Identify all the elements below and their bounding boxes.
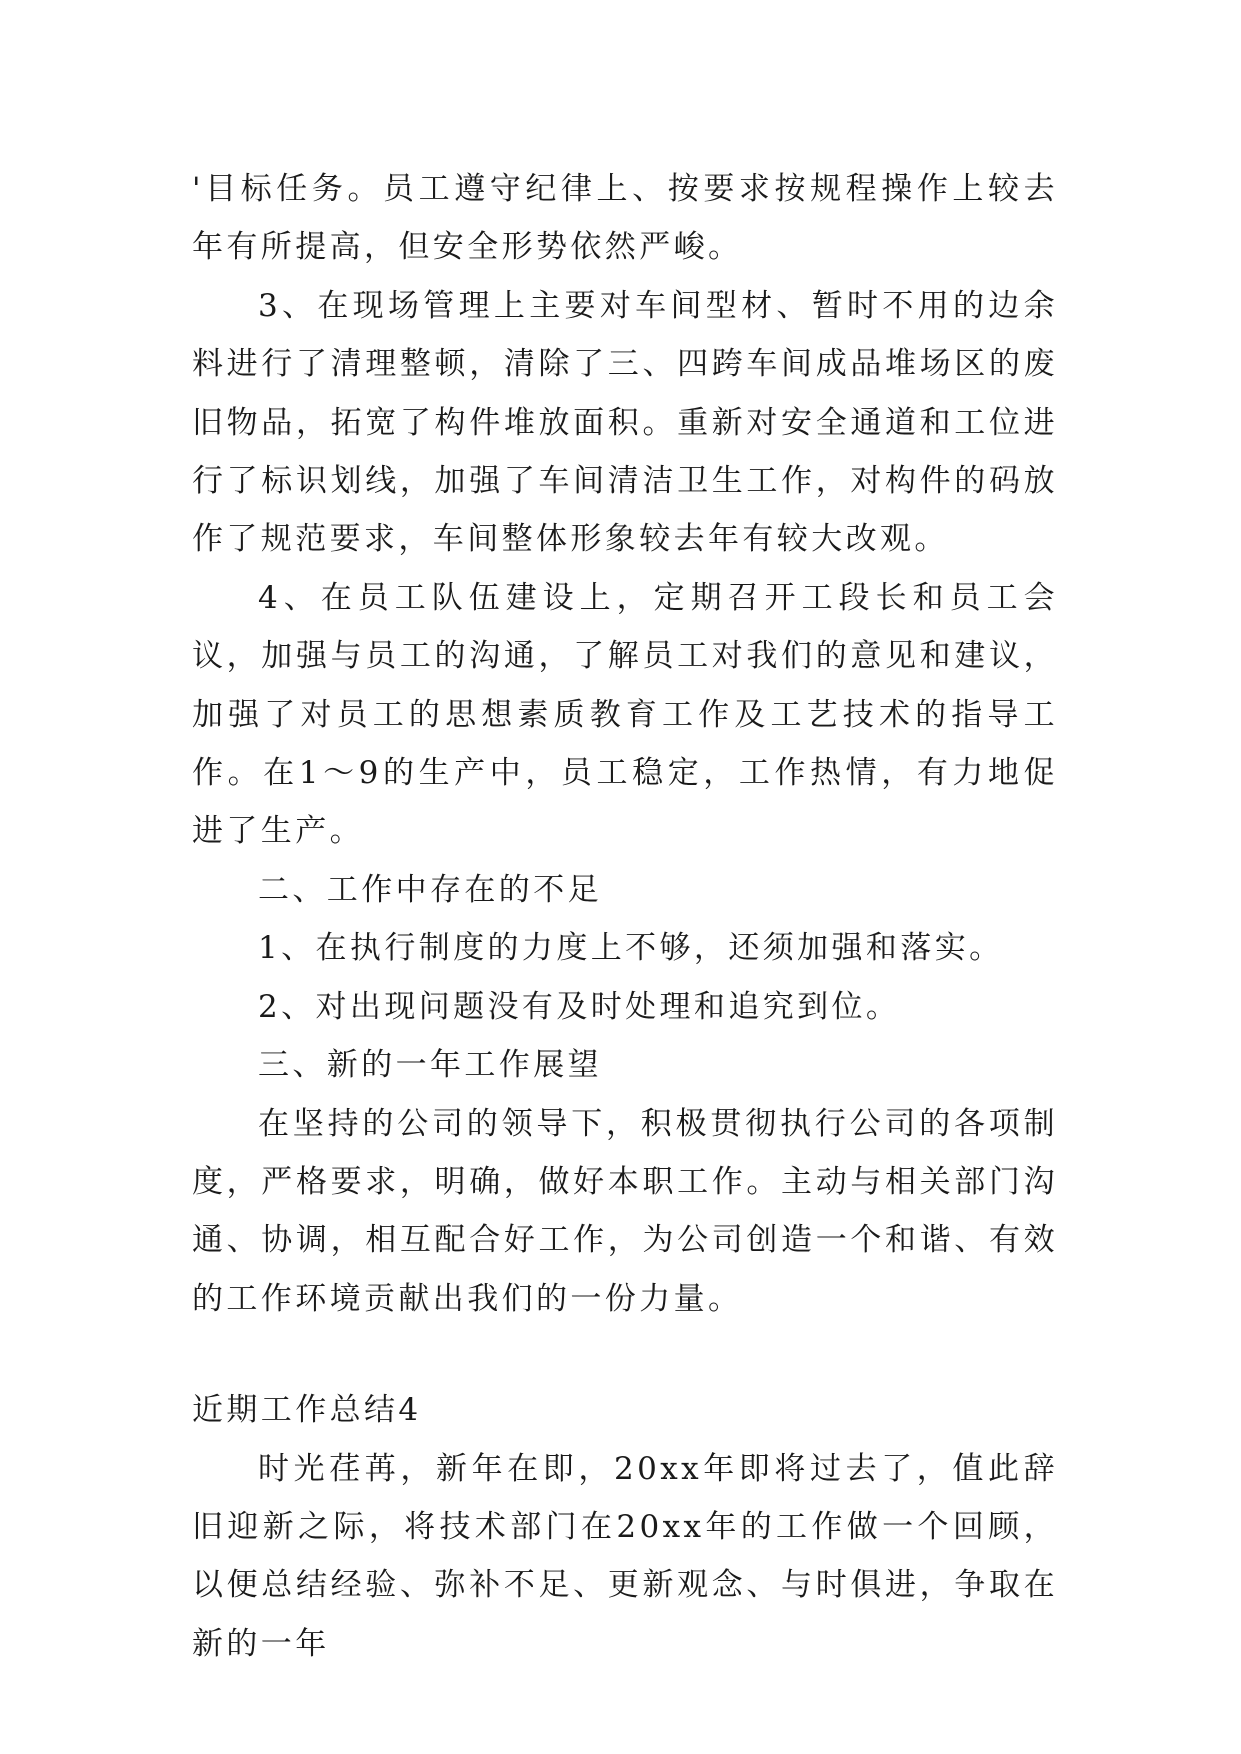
paragraph-shortcoming-1: 1、在执行制度的力度上不够，还须加强和落实。 bbox=[258, 930, 1004, 967]
section-title: 近期工作总结4 bbox=[192, 1392, 422, 1429]
paragraph-1: '目标任务。员工遵守纪律上、按要求按规程操作上较去年有所提高，但安全形势依然严峻。 bbox=[192, 171, 1058, 266]
paragraph-outlook: 在坚持的公司的领导下，积极贯彻执行公司的各项制度，严格要求，明确，做好本职工作。主动与相关部门沟通、协调，相互配合好工作，为公司创造一个和谐、有效的工作环境贡献出我们的一份力量。 bbox=[192, 1105, 1058, 1317]
section-paragraph-1: 时光荏苒，新年在即，20xx年即将过去了，值此辞旧迎新之际，将技术部门在20xx年的工作做一个回顾，以便总结经验、弥补不足、更新观念、与时俱进，争取在新的一年 bbox=[192, 1450, 1058, 1662]
heading-outlook: 三、新的一年工作展望 bbox=[258, 1047, 602, 1084]
heading-shortcomings: 二、工作中存在的不足 bbox=[258, 871, 602, 908]
paragraph-3: 4、在员工队伍建设上，定期召开工段长和员工会议，加强与员工的沟通，了解员工对我们的意见和建议，加强了对员工的思想素质教育工作及工艺技术的指导工作。在1～9的生产中，员工稳定，工作热情，有力地促进了生产。 bbox=[192, 579, 1058, 850]
paragraph-2: 3、在现场管理上主要对车间型材、暂时不用的边余料进行了清理整顿，清除了三、四跨车间成品堆场区的废旧物品，拓宽了构件堆放面积。重新对安全通道和工位进行了标识划线，加强了车间清洁卫生工作，对构件的码放作了规范要求，车间整体形象较去年有较大改观。 bbox=[192, 287, 1058, 558]
document-page bbox=[192, 160, 1058, 1673]
paragraph-shortcoming-2: 2、对出现问题没有及时处理和追究到位。 bbox=[258, 988, 901, 1025]
